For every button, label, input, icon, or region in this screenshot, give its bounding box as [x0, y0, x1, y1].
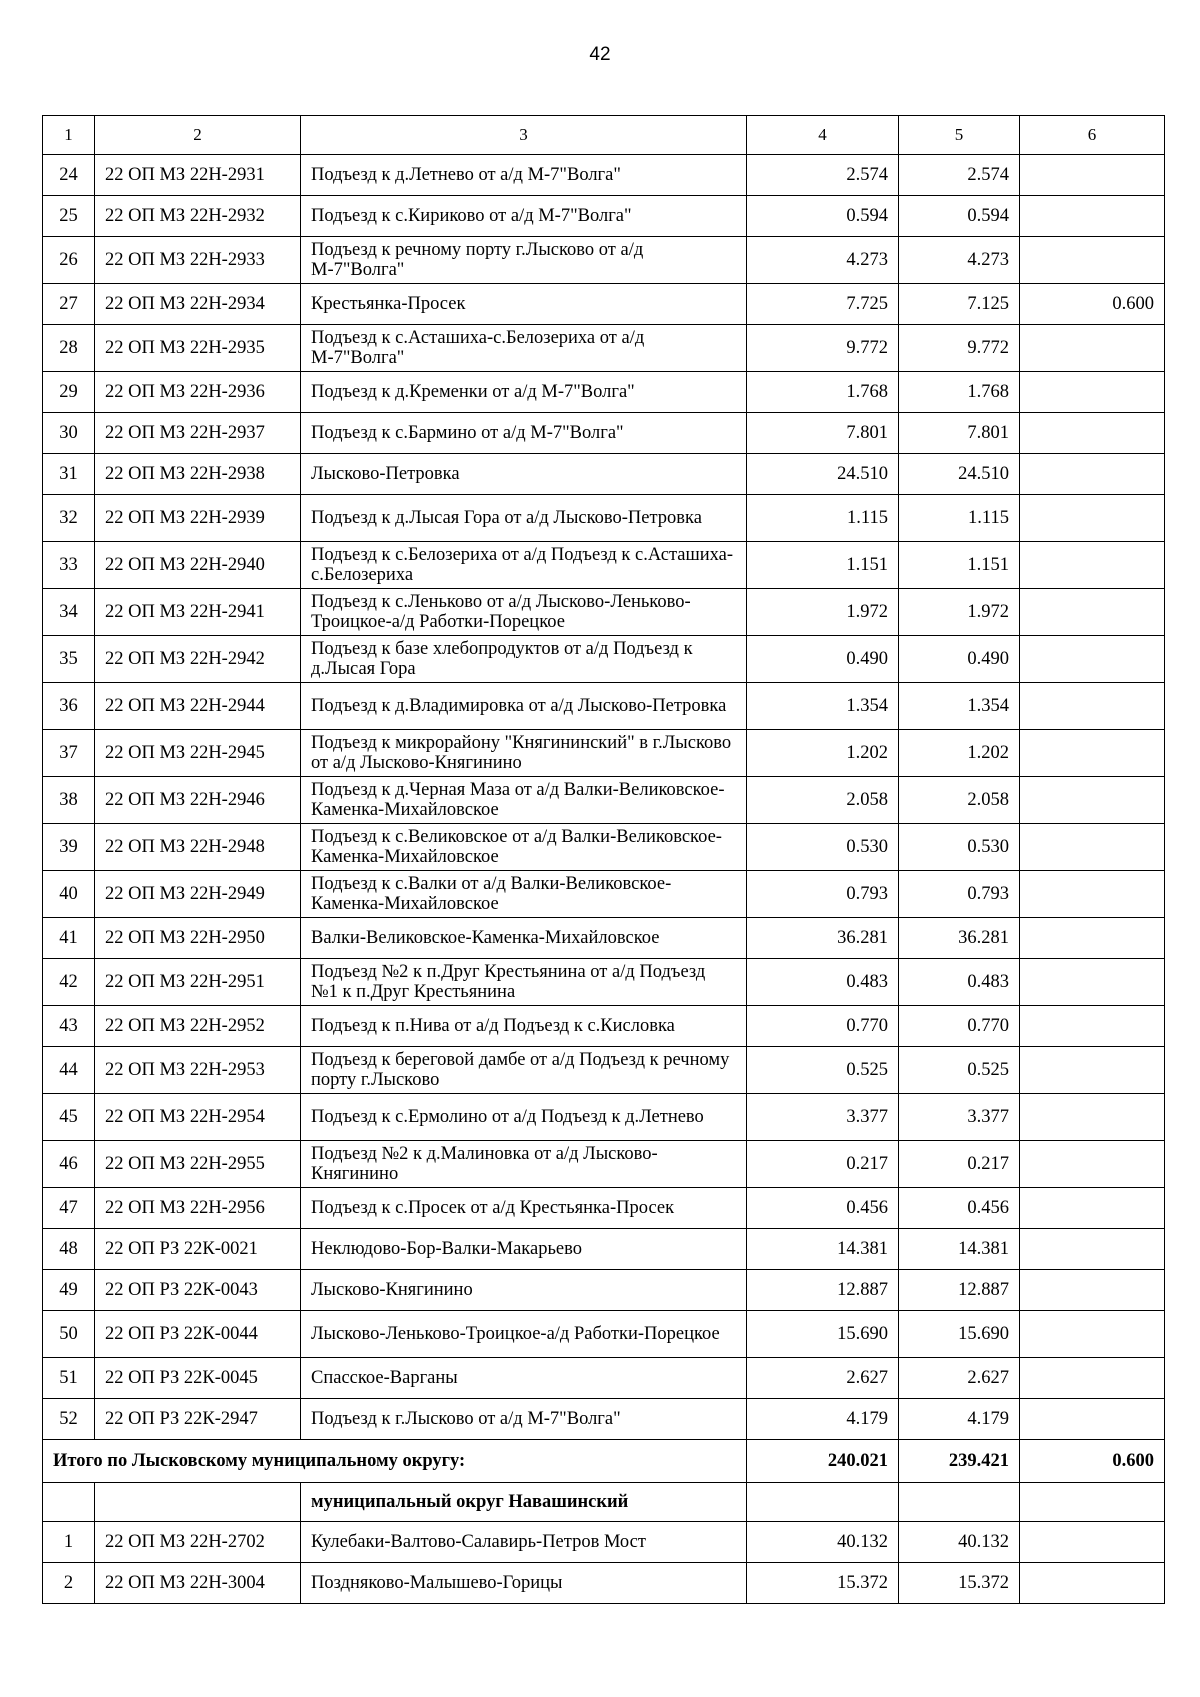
road-name: Подъезд к базе хлебопродуктов от а/д Подъезд к д.Лысая Гора [301, 636, 747, 683]
table-row [43, 155, 1165, 196]
row-number: 30 [43, 413, 95, 454]
length-total: 0.456 [747, 1188, 899, 1229]
length-total: 1.115 [747, 495, 899, 542]
road-name: Подъезд к с.Леньково от а/д Лысково-Леньково-Троицкое-а/д Работки-Порецкое [301, 589, 747, 636]
table-row [43, 918, 1165, 959]
road-code: 22 ОП МЗ 22Н-2948 [95, 824, 301, 871]
row-number: 37 [43, 730, 95, 777]
length-col-6 [1020, 495, 1165, 542]
road-name: Подъезд к с.Асташиха-с.Белозериха от а/д М-7"Волга" [301, 325, 747, 372]
road-name: Подъезд к д.Кременки от а/д М-7"Волга" [301, 372, 747, 413]
road-name: Подъезд к береговой дамбе от а/д Подъезд к речному порту г.Лысково [301, 1047, 747, 1094]
road-name: Подъезд к д.Владимировка от а/д Лысково-Петровка [301, 683, 747, 730]
length-col-5: 40.132 [899, 1522, 1020, 1563]
road-code: 22 ОП МЗ 22Н-2952 [95, 1006, 301, 1047]
length-col-6 [1020, 1311, 1165, 1358]
length-col-6 [1020, 454, 1165, 495]
table-row [43, 777, 1165, 824]
table-row [43, 730, 1165, 777]
length-total: 0.490 [747, 636, 899, 683]
length-col-5: 4.179 [899, 1399, 1020, 1440]
row-number: 39 [43, 824, 95, 871]
road-code: 22 ОП МЗ 22Н-2934 [95, 284, 301, 325]
length-total: 1.972 [747, 589, 899, 636]
row-number: 27 [43, 284, 95, 325]
length-total: 1.151 [747, 542, 899, 589]
road-name: Подъезд №2 к п.Друг Крестьянина от а/д Подъезд №1 к п.Друг Крестьянина [301, 959, 747, 1006]
length-col-5: 3.377 [899, 1094, 1020, 1141]
row-number: 28 [43, 325, 95, 372]
column-header: 6 [1020, 116, 1165, 155]
row-number: 47 [43, 1188, 95, 1229]
road-name: Крестьянка-Просек [301, 284, 747, 325]
empty-cell [95, 1483, 301, 1522]
length-col-6: 0.600 [1020, 284, 1165, 325]
length-col-5: 0.483 [899, 959, 1020, 1006]
length-total: 0.594 [747, 196, 899, 237]
length-col-6 [1020, 730, 1165, 777]
length-col-5: 0.525 [899, 1047, 1020, 1094]
length-col-6 [1020, 196, 1165, 237]
road-code: 22 ОП МЗ 22Н-2933 [95, 237, 301, 284]
length-col-6 [1020, 636, 1165, 683]
table-row [43, 237, 1165, 284]
road-code: 22 ОП РЗ 22К-0021 [95, 1229, 301, 1270]
length-col-5: 2.574 [899, 155, 1020, 196]
road-name: Поздняково-Малышево-Горицы [301, 1563, 747, 1604]
column-header: 5 [899, 116, 1020, 155]
row-number: 50 [43, 1311, 95, 1358]
table-row [43, 1047, 1165, 1094]
length-total: 2.574 [747, 155, 899, 196]
length-total: 1.202 [747, 730, 899, 777]
length-col-6 [1020, 542, 1165, 589]
length-col-5: 1.151 [899, 542, 1020, 589]
road-name: Подъезд к д.Лысая Гора от а/д Лысково-Петровка [301, 495, 747, 542]
row-number: 51 [43, 1358, 95, 1399]
road-code: 22 ОП МЗ 22Н-2946 [95, 777, 301, 824]
table-row [43, 454, 1165, 495]
road-name: Подъезд к микрорайону "Княгининский" в г.Лысково от а/д Лысково-Княгинино [301, 730, 747, 777]
road-code: 22 ОП МЗ 22Н-2956 [95, 1188, 301, 1229]
row-number: 25 [43, 196, 95, 237]
road-code: 22 ОП МЗ 22Н-2939 [95, 495, 301, 542]
road-name: Неклюдово-Бор-Валки-Макарьево [301, 1229, 747, 1270]
row-number: 32 [43, 495, 95, 542]
road-code: 22 ОП РЗ 22К-0043 [95, 1270, 301, 1311]
length-col-6 [1020, 1563, 1165, 1604]
total-length-total: 240.021 [747, 1440, 899, 1483]
road-name: Лысково-Петровка [301, 454, 747, 495]
road-name: Подъезд к с.Просек от а/д Крестьянка-Просек [301, 1188, 747, 1229]
length-col-5: 0.530 [899, 824, 1020, 871]
road-code: 22 ОП МЗ 22Н-2941 [95, 589, 301, 636]
row-number: 29 [43, 372, 95, 413]
road-code: 22 ОП МЗ 22Н-2945 [95, 730, 301, 777]
length-col-5: 2.058 [899, 777, 1020, 824]
length-total: 4.179 [747, 1399, 899, 1440]
road-code: 22 ОП РЗ 22К-2947 [95, 1399, 301, 1440]
road-code: 22 ОП РЗ 22К-0044 [95, 1311, 301, 1358]
road-name: Подъезд к с.Валки от а/д Валки-Великовское-Каменка-Михайловское [301, 871, 747, 918]
table-row [43, 1311, 1165, 1358]
column-number-header-row [43, 116, 1165, 155]
length-col-6 [1020, 777, 1165, 824]
row-number: 33 [43, 542, 95, 589]
length-col-6 [1020, 237, 1165, 284]
road-name: Подъезд №2 к д.Малиновка от а/д Лысково-Княгинино [301, 1141, 747, 1188]
table-row [43, 1006, 1165, 1047]
road-name: Подъезд к д.Летнево от а/д М-7"Волга" [301, 155, 747, 196]
length-col-6 [1020, 683, 1165, 730]
row-number: 2 [43, 1563, 95, 1604]
length-col-6 [1020, 1522, 1165, 1563]
row-number: 38 [43, 777, 95, 824]
column-header: 1 [43, 116, 95, 155]
length-col-6 [1020, 372, 1165, 413]
table-row [43, 495, 1165, 542]
road-name: Подъезд к д.Черная Маза от а/д Валки-Великовское-Каменка-Михайловское [301, 777, 747, 824]
total-label: Итого по Лысковскому муниципальному округу: [43, 1440, 747, 1483]
length-total: 0.525 [747, 1047, 899, 1094]
road-code: 22 ОП МЗ 22Н-2937 [95, 413, 301, 454]
road-name: Лысково-Княгинино [301, 1270, 747, 1311]
length-total: 12.887 [747, 1270, 899, 1311]
table-row [43, 196, 1165, 237]
road-code: 22 ОП МЗ 22Н-2950 [95, 918, 301, 959]
length-col-6 [1020, 871, 1165, 918]
row-number: 41 [43, 918, 95, 959]
length-total: 15.690 [747, 1311, 899, 1358]
length-total: 0.483 [747, 959, 899, 1006]
length-col-5: 36.281 [899, 918, 1020, 959]
table-row [43, 542, 1165, 589]
row-number: 34 [43, 589, 95, 636]
column-header: 4 [747, 116, 899, 155]
length-col-5: 7.801 [899, 413, 1020, 454]
length-col-5: 0.456 [899, 1188, 1020, 1229]
row-number: 40 [43, 871, 95, 918]
table-row [43, 1399, 1165, 1440]
empty-cell [43, 1483, 95, 1522]
length-col-6 [1020, 1047, 1165, 1094]
length-col-5: 0.217 [899, 1141, 1020, 1188]
length-col-5: 15.372 [899, 1563, 1020, 1604]
roads-table [42, 115, 1165, 1604]
length-col-6 [1020, 1399, 1165, 1440]
table-row [43, 1358, 1165, 1399]
length-col-5: 1.202 [899, 730, 1020, 777]
road-code: 22 ОП МЗ 22Н-2949 [95, 871, 301, 918]
length-total: 9.772 [747, 325, 899, 372]
length-total: 36.281 [747, 918, 899, 959]
length-col-6 [1020, 413, 1165, 454]
road-code: 22 ОП МЗ 22Н-2942 [95, 636, 301, 683]
road-code: 22 ОП МЗ 22Н-2953 [95, 1047, 301, 1094]
table-row [43, 284, 1165, 325]
length-col-5: 15.690 [899, 1311, 1020, 1358]
length-col-6 [1020, 1094, 1165, 1141]
length-col-6 [1020, 325, 1165, 372]
table-row [43, 1188, 1165, 1229]
road-code: 22 ОП РЗ 22К-0045 [95, 1358, 301, 1399]
road-code: 22 ОП МЗ 22Н-2954 [95, 1094, 301, 1141]
road-name: Лысково-Леньково-Троицкое-а/д Работки-Порецкое [301, 1311, 747, 1358]
length-col-6 [1020, 1188, 1165, 1229]
road-name: Подъезд к речному порту г.Лысково от а/д М-7"Волга" [301, 237, 747, 284]
road-code: 22 ОП МЗ 22Н-2931 [95, 155, 301, 196]
length-total: 0.770 [747, 1006, 899, 1047]
length-col-6 [1020, 155, 1165, 196]
table-row [43, 1094, 1165, 1141]
row-number: 45 [43, 1094, 95, 1141]
length-col-5: 1.768 [899, 372, 1020, 413]
road-code: 22 ОП МЗ 22Н-3004 [95, 1563, 301, 1604]
road-code: 22 ОП МЗ 22Н-2936 [95, 372, 301, 413]
table-row [43, 1270, 1165, 1311]
table-row [43, 1522, 1165, 1563]
length-col-5: 7.125 [899, 284, 1020, 325]
road-name: Спасское-Варганы [301, 1358, 747, 1399]
length-col-6 [1020, 1229, 1165, 1270]
length-col-5: 0.770 [899, 1006, 1020, 1047]
table-row [43, 871, 1165, 918]
total-length-col-5: 239.421 [899, 1440, 1020, 1483]
road-name: Подъезд к с.Белозериха от а/д Подъезд к с.Асташиха-с.Белозериха [301, 542, 747, 589]
length-col-5: 1.115 [899, 495, 1020, 542]
length-col-6 [1020, 1006, 1165, 1047]
length-col-6 [1020, 1141, 1165, 1188]
length-total: 1.768 [747, 372, 899, 413]
table-row [43, 959, 1165, 1006]
row-number: 42 [43, 959, 95, 1006]
table-row [43, 1563, 1165, 1604]
road-name: Подъезд к с.Бармино от а/д М-7"Волга" [301, 413, 747, 454]
page-number: 42 [589, 44, 611, 65]
length-total: 40.132 [747, 1522, 899, 1563]
road-code: 22 ОП МЗ 22Н-2702 [95, 1522, 301, 1563]
length-total: 24.510 [747, 454, 899, 495]
length-col-5: 4.273 [899, 237, 1020, 284]
column-header: 2 [95, 116, 301, 155]
length-total: 0.217 [747, 1141, 899, 1188]
section-title: муниципальный округ Навашинский [301, 1483, 747, 1522]
table-row [43, 589, 1165, 636]
road-code: 22 ОП МЗ 22Н-2940 [95, 542, 301, 589]
row-number: 49 [43, 1270, 95, 1311]
road-name: Подъезд к с.Кириково от а/д М-7"Волга" [301, 196, 747, 237]
road-name: Подъезд к с.Великовское от а/д Валки-Великовское-Каменка-Михайловское [301, 824, 747, 871]
table-row [43, 683, 1165, 730]
table-row [43, 1229, 1165, 1270]
empty-cell [1020, 1483, 1165, 1522]
length-col-5: 1.972 [899, 589, 1020, 636]
road-code: 22 ОП МЗ 22Н-2955 [95, 1141, 301, 1188]
row-number: 44 [43, 1047, 95, 1094]
length-total: 15.372 [747, 1563, 899, 1604]
row-number: 52 [43, 1399, 95, 1440]
road-code: 22 ОП МЗ 22Н-2938 [95, 454, 301, 495]
row-number: 48 [43, 1229, 95, 1270]
row-number: 26 [43, 237, 95, 284]
length-col-6 [1020, 959, 1165, 1006]
length-total: 0.793 [747, 871, 899, 918]
road-code: 22 ОП МЗ 22Н-2951 [95, 959, 301, 1006]
road-name: Подъезд к г.Лысково от а/д М-7"Волга" [301, 1399, 747, 1440]
length-col-5: 2.627 [899, 1358, 1020, 1399]
length-total: 3.377 [747, 1094, 899, 1141]
length-col-5: 24.510 [899, 454, 1020, 495]
empty-cell [747, 1483, 899, 1522]
total-length-col-6: 0.600 [1020, 1440, 1165, 1483]
length-col-5: 0.490 [899, 636, 1020, 683]
length-col-6 [1020, 918, 1165, 959]
length-col-6 [1020, 824, 1165, 871]
row-number: 36 [43, 683, 95, 730]
length-total: 7.801 [747, 413, 899, 454]
length-col-6 [1020, 1270, 1165, 1311]
length-total: 4.273 [747, 237, 899, 284]
length-total: 2.058 [747, 777, 899, 824]
length-col-6 [1020, 1358, 1165, 1399]
length-col-5: 12.887 [899, 1270, 1020, 1311]
row-number: 1 [43, 1522, 95, 1563]
table-row [43, 413, 1165, 454]
row-number: 43 [43, 1006, 95, 1047]
row-number: 46 [43, 1141, 95, 1188]
length-total: 14.381 [747, 1229, 899, 1270]
total-row [43, 1440, 1165, 1483]
road-name: Кулебаки-Валтово-Салавирь-Петров Мост [301, 1522, 747, 1563]
road-code: 22 ОП МЗ 22Н-2944 [95, 683, 301, 730]
length-total: 0.530 [747, 824, 899, 871]
road-name: Подъезд к с.Ермолино от а/д Подъезд к д.Летнево [301, 1094, 747, 1141]
row-number: 31 [43, 454, 95, 495]
table-row [43, 636, 1165, 683]
road-code: 22 ОП МЗ 22Н-2935 [95, 325, 301, 372]
length-total: 2.627 [747, 1358, 899, 1399]
table-row [43, 372, 1165, 413]
row-number: 35 [43, 636, 95, 683]
length-col-5: 0.793 [899, 871, 1020, 918]
road-name: Валки-Великовское-Каменка-Михайловское [301, 918, 747, 959]
length-col-5: 9.772 [899, 325, 1020, 372]
empty-cell [899, 1483, 1020, 1522]
row-number: 24 [43, 155, 95, 196]
table-row [43, 824, 1165, 871]
length-col-5: 14.381 [899, 1229, 1020, 1270]
road-code: 22 ОП МЗ 22Н-2932 [95, 196, 301, 237]
length-col-5: 0.594 [899, 196, 1020, 237]
length-total: 1.354 [747, 683, 899, 730]
table-row [43, 325, 1165, 372]
column-header: 3 [301, 116, 747, 155]
length-col-5: 1.354 [899, 683, 1020, 730]
table-row [43, 1141, 1165, 1188]
length-col-6 [1020, 589, 1165, 636]
road-name: Подъезд к п.Нива от а/д Подъезд к с.Кисловка [301, 1006, 747, 1047]
section-header-row [43, 1483, 1165, 1522]
length-total: 7.725 [747, 284, 899, 325]
